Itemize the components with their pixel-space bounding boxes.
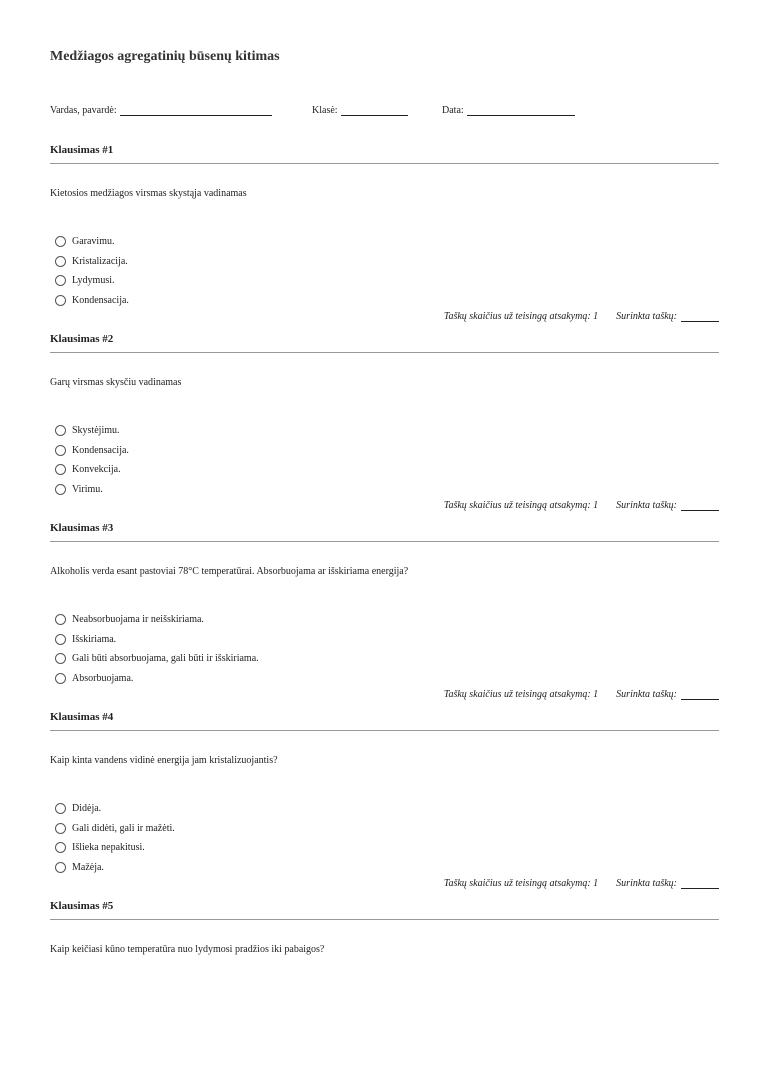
answer-option[interactable] <box>55 610 259 630</box>
collected-points-input-line[interactable] <box>681 499 719 511</box>
radio-button[interactable] <box>55 823 66 834</box>
answer-option-label: Virimu. <box>72 483 103 495</box>
radio-button[interactable] <box>55 275 66 286</box>
points-per-answer: Taškų skaičius už teisingą atsakymą: 1 <box>443 311 599 322</box>
collected-points-input-line[interactable] <box>681 310 719 322</box>
question-divider <box>50 919 719 920</box>
radio-button[interactable] <box>55 445 66 456</box>
collected-points-label: Surinkta taškų: <box>616 500 677 511</box>
collected-points-label: Surinkta taškų: <box>616 311 677 322</box>
answer-option-label: Lydymusi. <box>72 275 115 287</box>
question-divider <box>50 163 719 164</box>
answer-option[interactable] <box>55 630 259 650</box>
answer-option[interactable] <box>55 649 259 669</box>
date-input-line[interactable] <box>467 104 575 116</box>
collected-points-input-line[interactable] <box>681 877 719 889</box>
answer-options <box>55 421 129 499</box>
radio-button[interactable] <box>55 256 66 267</box>
date-field <box>442 104 575 116</box>
class-field <box>312 104 408 116</box>
answer-option[interactable] <box>55 858 175 878</box>
answer-option[interactable] <box>55 838 175 858</box>
class-input-line[interactable] <box>341 104 408 116</box>
question-text: Kaip keičiasi kūno temperatūra nuo lydymosi pradžios iki pabaigos? <box>50 944 325 955</box>
answer-option-label: Išskiriama. <box>72 633 117 645</box>
answer-option-label: Mažėja. <box>72 861 104 873</box>
radio-button[interactable] <box>55 236 66 247</box>
radio-button[interactable] <box>55 803 66 814</box>
points-per-answer: Taškų skaičius už teisingą atsakymą: 1 <box>443 878 599 889</box>
question-heading: Klausimas #2 <box>50 333 114 345</box>
answer-option[interactable] <box>55 232 129 252</box>
answer-option-label: Garavimu. <box>72 236 115 248</box>
class-label: Klasė: <box>312 105 338 116</box>
answer-option[interactable] <box>55 460 129 480</box>
answer-option-label: Kristalizacija. <box>72 255 128 267</box>
question-divider <box>50 352 719 353</box>
radio-button[interactable] <box>55 484 66 495</box>
name-label: Vardas, pavardė: <box>50 105 117 116</box>
answer-option[interactable] <box>55 271 129 291</box>
answer-option-label: Skystėjimu. <box>72 425 120 437</box>
score-row <box>444 688 719 700</box>
answer-option[interactable] <box>55 799 175 819</box>
page-title: Medžiagos agregatinių būsenų kitimas <box>50 49 280 64</box>
answer-options <box>55 232 129 310</box>
question-heading: Klausimas #3 <box>50 522 114 534</box>
name-input-line[interactable] <box>120 104 272 116</box>
radio-button[interactable] <box>55 614 66 625</box>
question-divider <box>50 730 719 731</box>
radio-button[interactable] <box>55 295 66 306</box>
question-block <box>50 333 719 522</box>
question-heading: Klausimas #4 <box>50 711 114 723</box>
question-block <box>50 900 719 1089</box>
answer-option-label: Absorbuojama. <box>72 672 134 684</box>
score-row <box>444 499 719 511</box>
name-field <box>50 104 272 116</box>
answer-options <box>55 799 175 877</box>
answer-option[interactable] <box>55 421 129 441</box>
radio-button[interactable] <box>55 634 66 645</box>
answer-option-label: Gali didėti, gali ir mažėti. <box>72 822 175 834</box>
question-heading: Klausimas #5 <box>50 900 114 912</box>
question-text: Kaip kinta vandens vidinė energija jam kristalizuojantis? <box>50 755 278 766</box>
answer-option-label: Kondensacija. <box>72 294 129 306</box>
radio-button[interactable] <box>55 673 66 684</box>
question-text: Alkoholis verda esant pastoviai 78°C temperatūrai. Absorbuojama ar išskiriama energija? <box>50 566 409 577</box>
points-per-answer: Taškų skaičius už teisingą atsakymą: 1 <box>443 689 599 700</box>
answer-option[interactable] <box>55 819 175 839</box>
score-row <box>444 310 719 322</box>
question-block <box>50 711 719 900</box>
question-heading: Klausimas #1 <box>50 144 114 156</box>
answer-option[interactable] <box>55 669 259 689</box>
answer-option-label: Neabsorbuojama ir neišskiriama. <box>72 614 204 626</box>
answer-option[interactable] <box>55 441 129 461</box>
question-block <box>50 522 719 711</box>
answer-option-label: Gali būti absorbuojama, gali būti ir išskiriama. <box>72 653 259 665</box>
answer-option-label: Išlieka nepakitusi. <box>72 842 145 854</box>
radio-button[interactable] <box>55 653 66 664</box>
answer-option-label: Konvekcija. <box>72 464 121 476</box>
answer-option[interactable] <box>55 291 129 311</box>
question-block <box>50 144 719 333</box>
collected-points-input-line[interactable] <box>681 688 719 700</box>
radio-button[interactable] <box>55 862 66 873</box>
collected-points-label: Surinkta taškų: <box>616 689 677 700</box>
date-label: Data: <box>442 105 464 116</box>
question-text: Garų virsmas skysčiu vadinamas <box>50 377 182 388</box>
answer-option-label: Didėja. <box>72 803 102 815</box>
radio-button[interactable] <box>55 464 66 475</box>
answer-option[interactable] <box>55 252 129 272</box>
points-per-answer: Taškų skaičius už teisingą atsakymą: 1 <box>443 500 599 511</box>
question-divider <box>50 541 719 542</box>
radio-button[interactable] <box>55 842 66 853</box>
answer-options <box>55 610 259 688</box>
radio-button[interactable] <box>55 425 66 436</box>
answer-option[interactable] <box>55 480 129 500</box>
question-text: Kietosios medžiagos virsmas skystąja vadinamas <box>50 188 247 199</box>
score-row <box>444 877 719 889</box>
answer-option-label: Kondensacija. <box>72 444 129 456</box>
collected-points-label: Surinkta taškų: <box>616 878 677 889</box>
